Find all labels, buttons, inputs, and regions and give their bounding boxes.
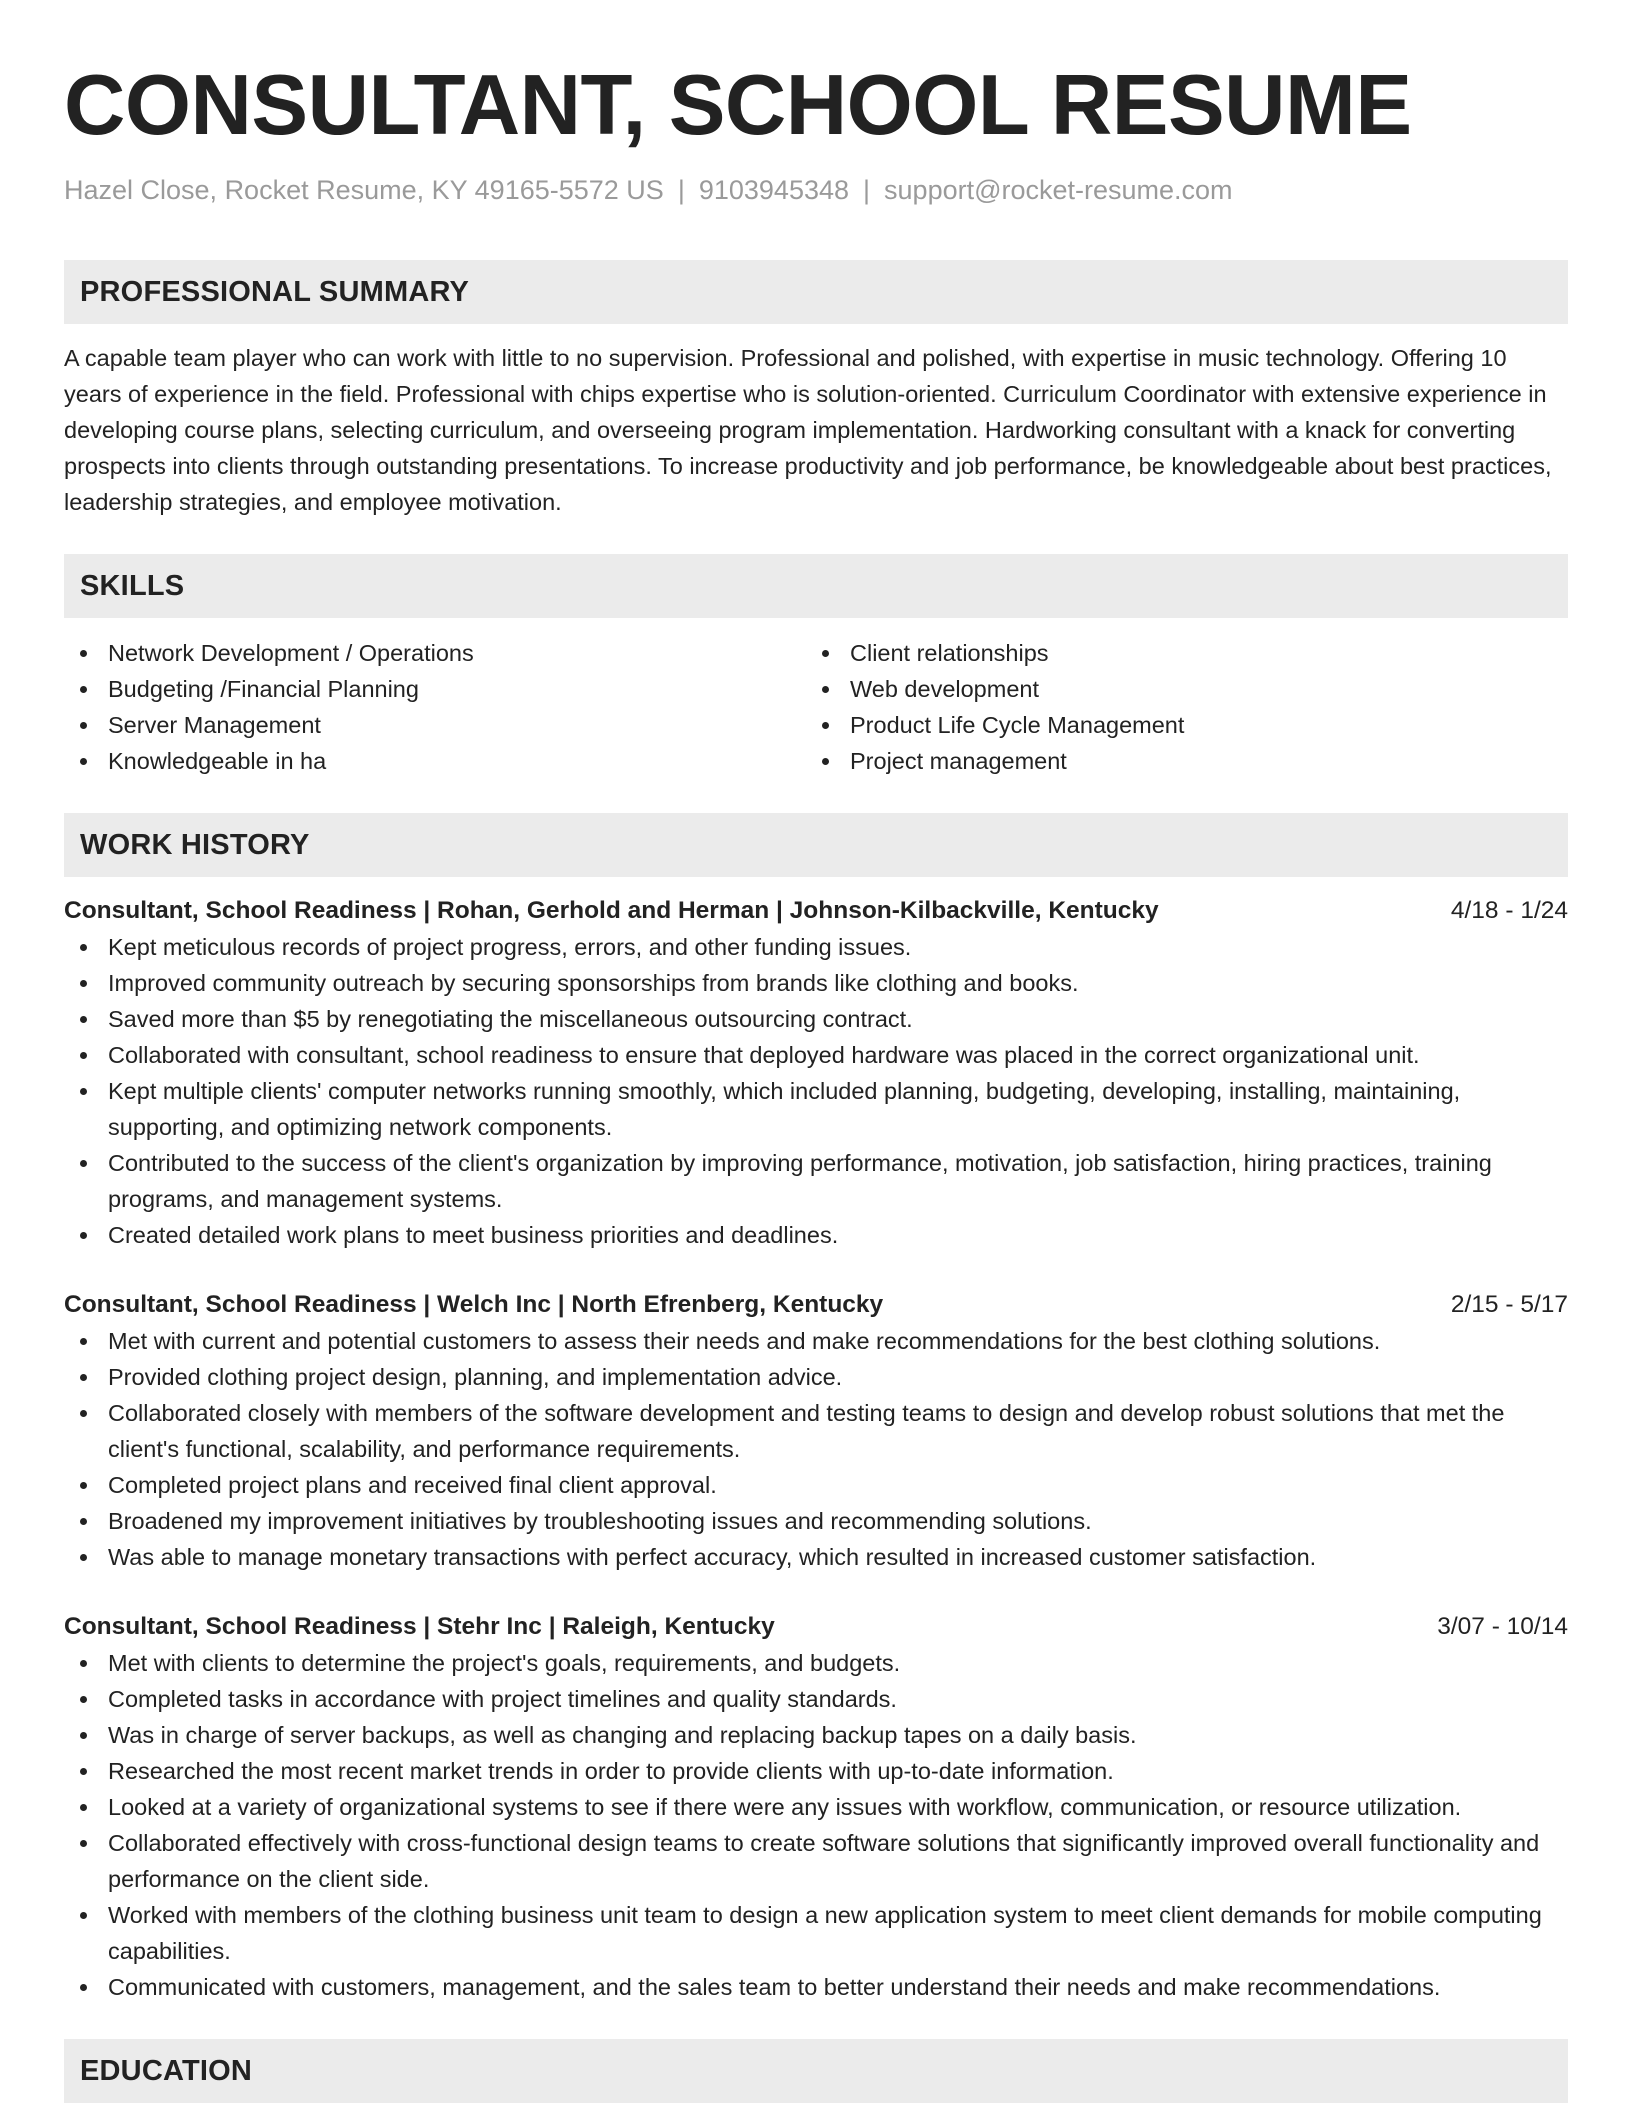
job-title: Consultant, School Readiness | Welch Inc | North Efrenberg, Kentucky	[64, 1291, 884, 1318]
job-entry	[64, 1609, 1568, 2005]
resume-title: CONSULTANT, SCHOOL RESUME	[64, 58, 1412, 153]
skills-column-right	[806, 635, 1548, 779]
job-header	[64, 893, 1568, 929]
contact-phone: 9103945348	[698, 175, 850, 205]
job-bullet: Completed project plans and received final client approval.	[64, 1467, 1568, 1503]
job-bullet: Worked with members of the clothing business unit team to design a new application system to meet client demands for mobile computing capabilities.	[64, 1897, 1568, 1969]
summary-paragraph: A capable team player who can work with little to no supervision. Professional and polished, with expertise in music technology. Offering 10 years of experience in the field. Professional with chips expertise who is solution-oriented. Curriculum Coordinator with extensive experience in developing course plans, selecting curriculum, and overseeing program implementation. Hardworking consultant with a knack for converting prospects into clients through outstanding presentations. To increase productivity and job performance, be knowledgeable about best practices, leadership strategies, and employee motivation.	[64, 345, 1552, 515]
job-bullet: Improved community outreach by securing sponsorships from brands like clothing and books.	[64, 965, 1568, 1001]
job-bullet: Collaborated closely with members of the software development and testing teams to design and develop robust solutions that met the client's functional, scalability, and performance requirements.	[64, 1395, 1568, 1467]
job-bullet: Collaborated effectively with cross-functional design teams to create software solutions that significantly improved overall functionality and performance on the client side.	[64, 1825, 1568, 1897]
job-bullet: Contributed to the success of the client's organization by improving performance, motivation, job satisfaction, hiring practices, training programs, and management systems.	[64, 1145, 1568, 1217]
job-bullet: Kept meticulous records of project progress, errors, and other funding issues.	[64, 929, 1568, 965]
job-bullet: Kept multiple clients' computer networks running smoothly, which included planning, budgeting, developing, installing, maintaining, supporting, and optimizing network components.	[64, 1073, 1568, 1145]
job-bullet: Was able to manage monetary transactions with perfect accuracy, which resulted in increased customer satisfaction.	[64, 1539, 1568, 1575]
job-bullet-list	[64, 929, 1568, 1253]
job-bullet: Communicated with customers, management, and the sales team to better understand their needs and make recommendations.	[64, 1969, 1568, 2005]
job-entry	[64, 1287, 1568, 1575]
skill-item: Web development	[806, 671, 1548, 707]
job-bullet-list	[64, 1323, 1568, 1575]
contact-address: Hazel Close, Rocket Resume, KY 49165-5572 US	[64, 175, 664, 205]
skills-column-left	[64, 635, 806, 779]
job-header	[64, 1609, 1568, 1645]
job-bullet: Was in charge of server backups, as well as changing and replacing backup tapes on a daily basis.	[64, 1717, 1568, 1753]
section-heading-work-history: WORK HISTORY	[64, 813, 1568, 877]
resume-page	[64, 0, 1568, 2103]
skill-item: Knowledgeable in ha	[64, 743, 806, 779]
skill-item: Budgeting /Financial Planning	[64, 671, 806, 707]
job-bullet-list	[64, 1645, 1568, 2005]
skill-item: Client relationships	[806, 635, 1548, 671]
skill-item: Product Life Cycle Management	[806, 707, 1548, 743]
job-title: Consultant, School Readiness | Stehr Inc | Raleigh, Kentucky	[64, 1613, 775, 1640]
job-bullet: Created detailed work plans to meet business priorities and deadlines.	[64, 1217, 1568, 1253]
job-dates: 4/18 - 1/24	[1450, 897, 1568, 924]
contact-line	[64, 172, 1568, 208]
contact-separator: |	[677, 175, 685, 205]
contact-email: support@rocket-resume.com	[884, 175, 1233, 205]
job-bullet: Researched the most recent market trends in order to provide clients with up-to-date information.	[64, 1753, 1568, 1789]
section-heading-summary: PROFESSIONAL SUMMARY	[64, 260, 1568, 324]
job-title: Consultant, School Readiness | Rohan, Gerhold and Herman | Johnson-Kilbackville, Kentucky	[64, 897, 1159, 924]
skill-item: Network Development / Operations	[64, 635, 806, 671]
job-bullet: Looked at a variety of organizational systems to see if there were any issues with workflow, communication, or resource utilization.	[64, 1789, 1568, 1825]
job-bullet: Broadened my improvement initiatives by troubleshooting issues and recommending solutions.	[64, 1503, 1568, 1539]
job-bullet: Met with clients to determine the project's goals, requirements, and budgets.	[64, 1645, 1568, 1681]
skill-item: Project management	[806, 743, 1548, 779]
job-header	[64, 1287, 1568, 1323]
job-bullet: Provided clothing project design, planning, and implementation advice.	[64, 1359, 1568, 1395]
section-heading-education: EDUCATION	[64, 2039, 1568, 2103]
job-dates: 3/07 - 10/14	[1437, 1613, 1568, 1640]
contact-separator: |	[863, 175, 871, 205]
job-bullet: Saved more than $5 by renegotiating the miscellaneous outsourcing contract.	[64, 1001, 1568, 1037]
job-bullet: Met with current and potential customers to assess their needs and make recommendations for the best clothing solutions.	[64, 1323, 1568, 1359]
skill-item: Server Management	[64, 707, 806, 743]
section-heading-skills: SKILLS	[64, 554, 1568, 618]
job-dates: 2/15 - 5/17	[1450, 1291, 1568, 1318]
job-bullet: Completed tasks in accordance with project timelines and quality standards.	[64, 1681, 1568, 1717]
job-entry	[64, 893, 1568, 1253]
skills-list	[64, 635, 1568, 779]
job-bullet: Collaborated with consultant, school readiness to ensure that deployed hardware was placed in the correct organizational unit.	[64, 1037, 1568, 1073]
